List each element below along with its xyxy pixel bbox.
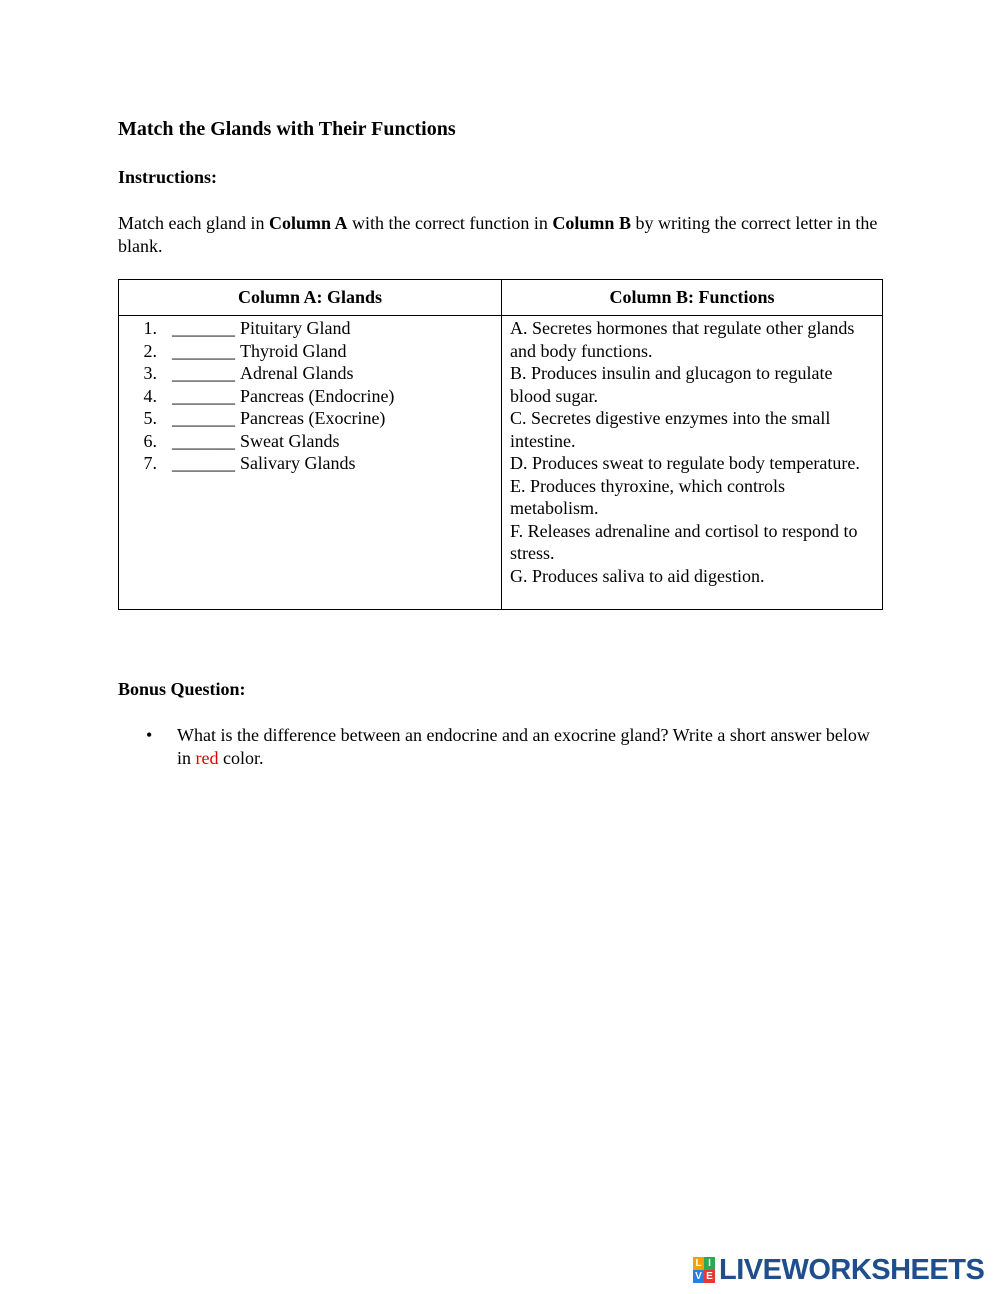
instructions-heading: Instructions: [118, 167, 218, 187]
answer-blank[interactable]: _______ [172, 453, 235, 473]
bonus-question [118, 724, 888, 769]
logo-mark-letter: I [704, 1257, 715, 1270]
gland-number: 1. [143, 318, 157, 338]
gland-number: 3. [143, 363, 157, 383]
function-item: G. Produces saliva to aid digestion. [510, 565, 765, 586]
glands-cell [119, 316, 502, 610]
logo-mark-icon [693, 1257, 715, 1283]
gland-number: 2. [143, 340, 157, 361]
gland-number: 6. [143, 430, 157, 451]
gland-number: 7. [143, 453, 157, 473]
gland-item [119, 362, 501, 385]
table-body-row [119, 316, 883, 610]
function-item: F. Releases adrenaline and cortisol to respond to stress. [510, 520, 858, 563]
gland-item [119, 407, 501, 430]
bonus-heading: Bonus Question: [118, 679, 246, 699]
answer-blank[interactable]: _______ [172, 318, 235, 338]
liveworksheets-logo [693, 1254, 984, 1286]
matching-table [118, 279, 883, 610]
gland-name: Adrenal Glands [240, 363, 354, 383]
glands-list [119, 317, 501, 475]
gland-name: Salivary Glands [240, 453, 356, 473]
logo-mark-letter: L [693, 1257, 704, 1270]
instructions-text-part2: with the correct function in [347, 213, 553, 233]
column-a-header: Column A: Glands [119, 280, 502, 316]
gland-name: Pituitary Gland [240, 318, 351, 338]
gland-name: Pancreas (Endocrine) [240, 385, 395, 406]
instructions-text-part3: by writing the correct letter in the blank. [118, 213, 878, 256]
page-title: Match the Glands with Their Functions [118, 118, 456, 140]
gland-number: 5. [143, 408, 157, 428]
bonus-text-part1: What is the difference between an endocrine and an exocrine gland? Write a short answer below in [177, 725, 870, 768]
red-word: red [195, 747, 219, 768]
gland-name: Sweat Glands [240, 430, 340, 451]
gland-name: Thyroid Gland [240, 340, 347, 361]
bonus-text-part2: color. [218, 747, 264, 768]
gland-item [119, 317, 501, 340]
answer-blank[interactable]: _______ [172, 430, 235, 451]
gland-item [119, 452, 501, 475]
answer-blank[interactable]: _______ [172, 340, 235, 361]
gland-number: 4. [143, 385, 157, 406]
gland-item [119, 385, 501, 408]
function-item: A. Secretes hormones that regulate other glands and body functions. [510, 318, 855, 361]
answer-blank[interactable]: _______ [172, 408, 235, 428]
bullet-icon: • [146, 725, 153, 745]
bonus-question-text [177, 724, 888, 769]
function-item: C. Secretes digestive enzymes into the small intestine. [510, 408, 831, 451]
gland-name: Pancreas (Exocrine) [240, 408, 386, 428]
logo-text: LIVEWORKSHEETS [719, 1253, 985, 1286]
column-b-ref: Column B [552, 213, 631, 233]
answer-blank[interactable]: _______ [172, 363, 235, 383]
answer-blank[interactable]: _______ [172, 385, 235, 406]
functions-cell [502, 316, 883, 610]
function-item: B. Produces insulin and glucagon to regulate blood sugar. [510, 363, 833, 406]
instructions-text-part1: Match each gland in [118, 213, 269, 233]
table-header-row [119, 280, 883, 316]
logo-mark-letter: V [693, 1270, 704, 1283]
column-b-header: Column B: Functions [502, 280, 883, 316]
gland-item [119, 340, 501, 363]
function-item: D. Produces sweat to regulate body temperature. [510, 453, 860, 473]
gland-item [119, 430, 501, 453]
instructions-text [118, 212, 878, 257]
column-a-ref: Column A [268, 213, 348, 233]
logo-mark-letter: E [704, 1270, 715, 1283]
function-item: E. Produces thyroxine, which controls metabolism. [510, 475, 785, 518]
